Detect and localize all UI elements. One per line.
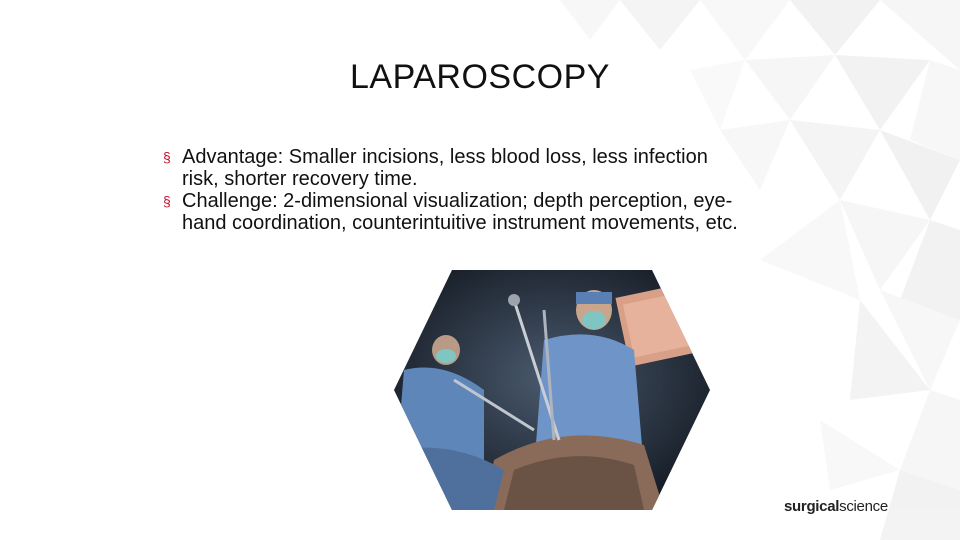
bullet-challenge <box>163 190 743 234</box>
bullet-marker-icon: § <box>163 149 171 165</box>
bullet-text: Advantage: Smaller incisions, less blood loss, less infection risk, shorter recovery time. <box>182 146 708 190</box>
bullet-marker-icon: § <box>163 193 171 209</box>
bullet-list <box>163 146 743 234</box>
bullet-text: Challenge: 2-dimensional visualization; depth perception, eye-hand coordination, counterintuitive instrument movements, etc. <box>182 190 738 234</box>
slide-title: LAPAROSCOPY <box>350 58 610 96</box>
bullet-advantage <box>163 146 743 190</box>
logo-light-text: science <box>839 498 888 515</box>
surgical-science-logo <box>784 498 888 515</box>
surgery-photo <box>394 270 710 510</box>
logo-bold-text: surgical <box>784 498 840 515</box>
